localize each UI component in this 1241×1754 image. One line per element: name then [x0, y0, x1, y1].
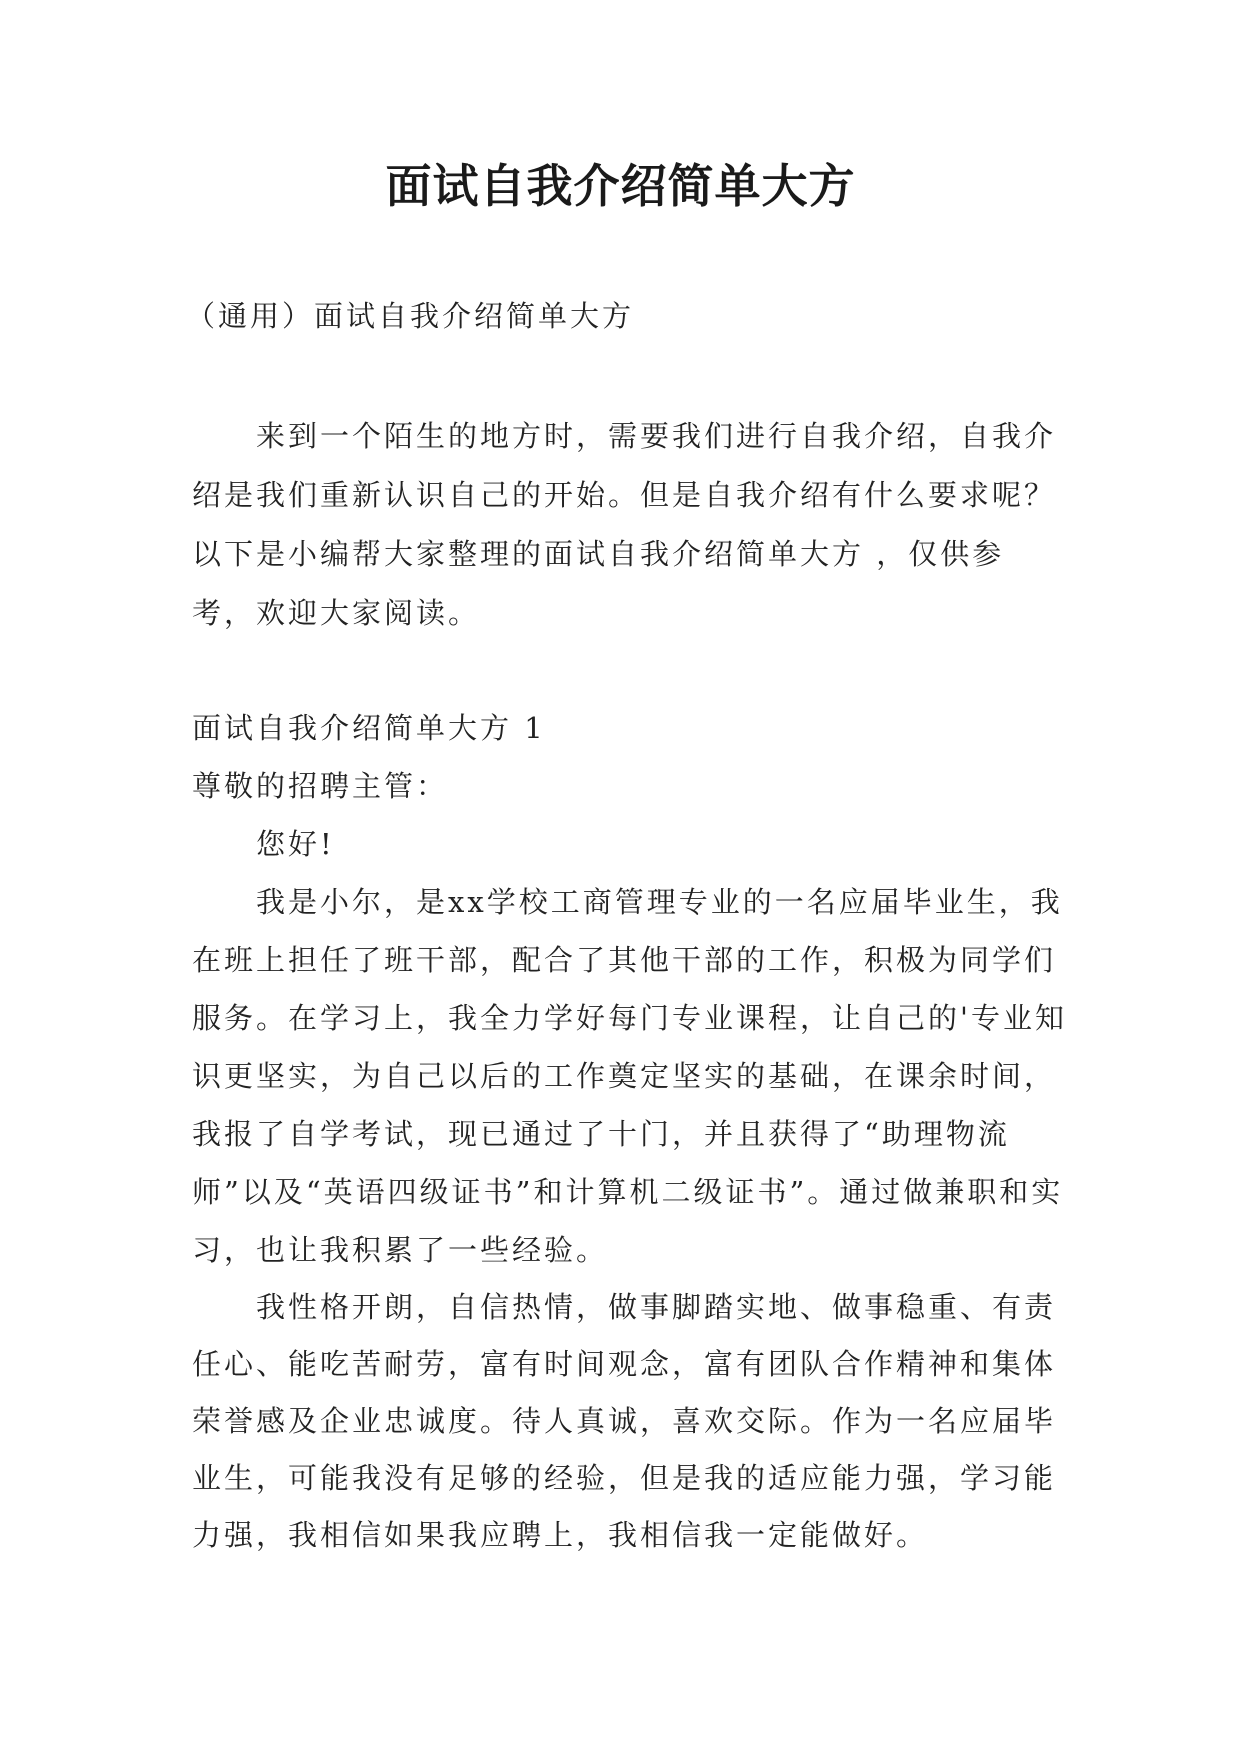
intro-block: [192, 407, 1067, 643]
intro-paragraph: 来到一个陌生的地方时，需要我们进行自我介绍，自我介绍是我们重新认识自己的开始。但是自我介绍有什么要求呢？以下是小编帮大家整理的面试自我介绍简单大方 ，仅供参考，欢迎大家阅读。: [192, 419, 1057, 630]
body-paragraph-2: 我性格开朗，自信热情，做事脚踏实地、做事稳重、有责任心、能吃苦耐劳，富有时间观念，富有团队合作精神和集体荣誉感及企业忠诚度。待人真诚，喜欢交际。作为一名应届毕业生，可能我没有足够的经验，但是我的适应能力强，学习能力强，我相信如果我应聘上，我相信我一定能做好。: [192, 1290, 1057, 1552]
document-title: 面试自我介绍简单大方: [385, 159, 856, 213]
salutation: 尊敬的招聘主管：: [192, 769, 449, 803]
section-1: [192, 699, 1067, 1564]
document-subtitle: （通用）面试自我介绍简单大方: [186, 299, 635, 333]
body-paragraph-1: 我是小尔，是xx学校工商管理专业的一名应届毕业生，我在班上担任了班干部，配合了其他干部的工作，积极为同学们服务。在学习上，我全力学好每门专业课程，让自己的'专业知识更坚实，为自己以后的工作奠定坚实的基础，在课余时间，我报了自学考试，现已通过了十门，并且获得了“助理物流师”以及“英语四级证书”和计算机二级证书”。通过做兼职和实习，也让我积累了一些经验。: [192, 885, 1067, 1267]
greeting: 您好!: [256, 827, 335, 861]
section-heading: 面试自我介绍简单大方 1: [192, 711, 546, 745]
